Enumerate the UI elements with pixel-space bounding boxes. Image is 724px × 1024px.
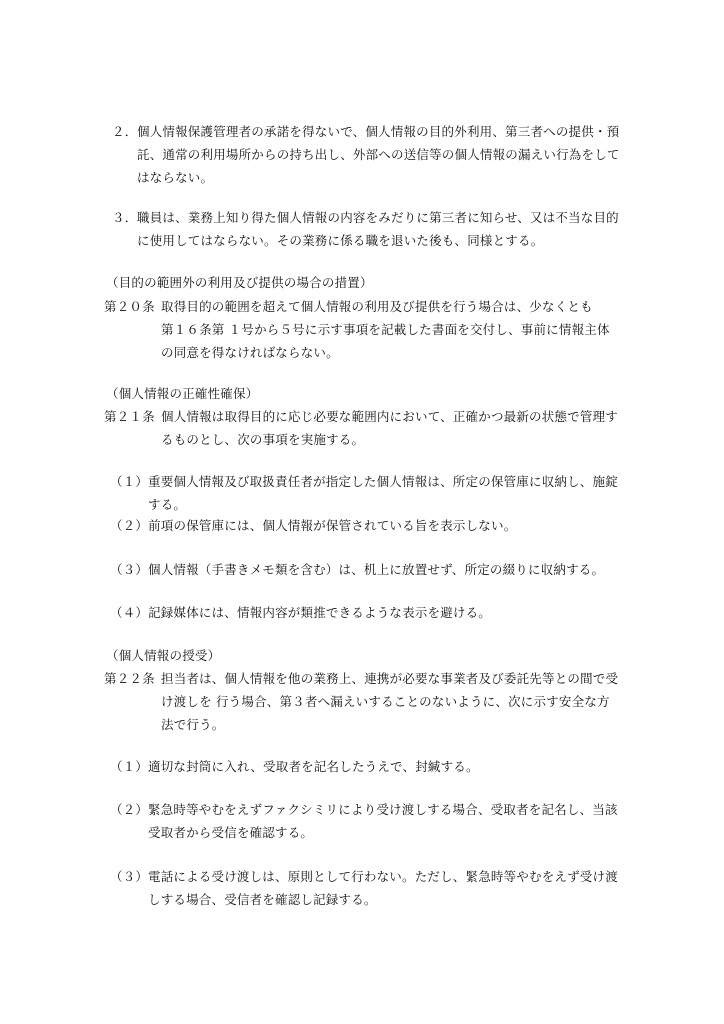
article-21-line-2: るものとし、次の事項を実施する。 (161, 432, 365, 447)
article-22-sub-1-text: 適切な封筒に入れ、受取者を記名したうえで、封緘する。 (148, 759, 479, 774)
article-22-sub-2-number: （２） (110, 802, 149, 817)
article-20-line-2: 第１６条第 １号から５号に示す事項を記載した書面を交付し、事前に情報主体 (161, 322, 610, 337)
article-22-sub-3-line-2: しする場合、受信者を確認し記録する。 (148, 892, 377, 907)
article-21-sub-4: （４）記録媒体には、情報内容が類推できるような表示を避ける。 (110, 605, 492, 620)
article-22-sub-3-line-1: 電話による受け渡しは、原則として行わない。ただし、緊急時等やむをえず受け渡 (148, 869, 618, 884)
article-21-sub-3-number: （３） (110, 562, 149, 577)
article-21-sub-1-line-2: する。 (148, 497, 187, 512)
article-21-sub-3-text: 個人情報（手書きメモ類を含む）は、机上に放置せず、所定の綴りに収納する。 (148, 562, 605, 577)
article-22-line-3: 法で行う。 (161, 717, 225, 732)
article-22-sub-3-number: （３） (110, 869, 149, 884)
article-20-line-3: の同意を得なければならない。 (161, 345, 339, 360)
article-21-line-1: 個人情報は取得目的に応じ必要な範囲内において、正確かつ最新の状態で管理す (161, 409, 618, 424)
article-22-line-2: け渡しを 行う場合、第３者へ漏えいすることのないように、次に示す安全な方 (161, 694, 610, 709)
article-20-label: 第２０条 (104, 299, 155, 314)
article-21-heading: （個人情報の正確性確保） (106, 386, 259, 401)
article-22-line-1: 担当者は、個人情報を他の業務上、連携が必要な事業者及び委託先等との間で受 (161, 671, 619, 686)
item-3-number: ３． (112, 210, 138, 225)
item-2-line-2: 託、通常の利用場所からの持ち出し、外部への送信等の個人情報の漏えい行為をして (137, 147, 620, 162)
article-21-sub-1-number: （１） (110, 474, 149, 489)
article-21-sub-2: （２）前項の保管庫には、個人情報が保管されている旨を表示しない。 (110, 518, 517, 533)
article-22-sub-2-line-2: 受取者から受信を確認する。 (148, 825, 314, 840)
item-3-line-2: に使用してはならない。その業務に係る職を退いた後も、同様とする。 (137, 233, 544, 248)
article-21-sub-1-line-1: 重要個人情報及び取扱責任者が指定した個人情報は、所定の保管庫に収納し、施錠 (148, 474, 618, 489)
article-20-heading: （目的の範囲外の利用及び提供の場合の措置） (106, 275, 373, 290)
article-22-label: 第２２条 (104, 671, 155, 686)
item-2-number: ２． (112, 124, 138, 139)
item-2-line-1: 個人情報保護管理者の承諾を得ないで、個人情報の目的外利用、第三者への提供・預 (137, 124, 620, 139)
article-22-heading: （個人情報の授受） (106, 648, 221, 663)
article-21-label: 第２１条 (104, 409, 155, 424)
item-3-line-1: 職員は、業務上知り得た個人情報の内容をみだりに第三者に知らせ、又は不当な目的 (137, 210, 619, 225)
article-20-line-1: 取得目的の範囲を超えて個人情報の利用及び提供を行う場合は、少なくとも (161, 299, 593, 314)
item-2-line-3: はならない。 (137, 170, 214, 185)
article-22-sub-1-number: （１） (110, 759, 149, 774)
article-22-sub-2-line-1: 緊急時等やむをえずファクシミリにより受け渡しする場合、受取者を記名し、当該 (148, 802, 618, 817)
